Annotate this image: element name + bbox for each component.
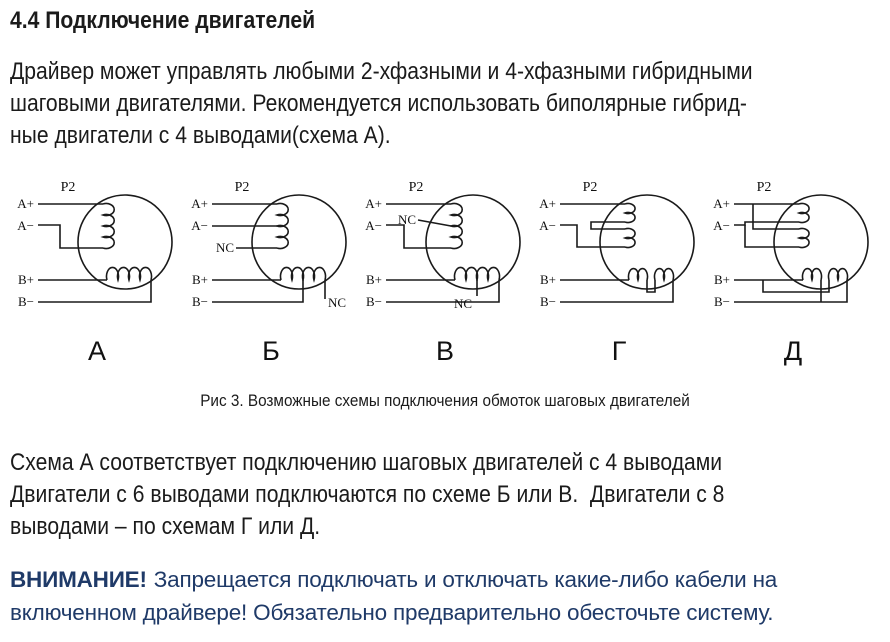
intro-paragraph (10, 56, 776, 152)
terminal-b-minus: B− (539, 294, 556, 309)
text-line: Схема А соответствует подключению шаговых двигателей с 4 выводами (10, 449, 723, 476)
warning-block (10, 563, 880, 629)
terminal-nc: NC (215, 240, 234, 255)
terminal-a-minus: A− (191, 218, 208, 233)
motor-body-circle (426, 195, 520, 289)
phase-b-winding-2 (655, 269, 674, 280)
phase-a-winding (103, 204, 114, 249)
terminal-a-plus: A+ (191, 196, 208, 211)
phase-a-winding-2 (625, 229, 635, 248)
terminal-b-minus: B− (713, 294, 730, 309)
wiring-diagram-b (186, 174, 356, 366)
phase-b-winding (281, 267, 326, 280)
connector-label: P2 (408, 180, 424, 195)
terminal-b-plus: B+ (365, 272, 382, 287)
phase-b-winding-1 (629, 269, 648, 280)
phase-a-winding (451, 204, 462, 249)
diagrams-row (10, 174, 880, 366)
terminal-a-minus: A− (17, 218, 34, 233)
motor-body-circle (78, 195, 172, 289)
connector-label: P2 (234, 180, 250, 195)
terminal-b-plus: B+ (539, 272, 556, 287)
wiring-diagram-a (12, 174, 182, 366)
wiring-diagram-g (534, 174, 704, 366)
wiring-diagram-d (708, 174, 878, 366)
phase-wires (38, 204, 151, 302)
terminal-a-minus: A− (539, 218, 556, 233)
terminal-a-plus: A+ (365, 196, 382, 211)
phase-wires (734, 204, 847, 302)
wiring-diagram-v-svg (360, 174, 530, 322)
terminal-b-plus: B+ (191, 272, 208, 287)
terminal-b-minus: B− (365, 294, 382, 309)
terminal-b-minus: B− (191, 294, 208, 309)
diagram-letter: В (435, 336, 454, 366)
terminal-b-minus: B− (17, 294, 34, 309)
terminal-a-minus: A− (365, 218, 382, 233)
text-line: ные двигатели с 4 выводами(схема А). (10, 122, 391, 149)
text-line: Двигатели с 6 выводами подключаются по схеме Б или В. Двигатели с 8 (10, 481, 725, 508)
warning-line: включенном драйвере! Обязательно предварительно обесточьте систему. (10, 600, 774, 625)
figure-wiring-schemes (10, 174, 880, 411)
wiring-diagram-b-svg (186, 174, 356, 322)
wiring-diagram-g-svg (534, 174, 704, 322)
phase-b-winding-2 (829, 269, 848, 280)
connector-label: P2 (756, 180, 772, 195)
terminal-a-plus: A+ (17, 196, 34, 211)
section-heading: 4.4 Подключение двигателей (10, 7, 316, 34)
text-line: шаговыми двигателями. Рекомендуется использовать биполярные гибрид- (10, 90, 747, 117)
terminal-b-plus: B+ (17, 272, 34, 287)
phase-b-winding (455, 267, 500, 280)
phase-b-winding-1 (803, 269, 822, 280)
phase-a-winding-1 (625, 204, 635, 223)
text-line: Драйвер может управлять любыми 2-хфазными и 4-хфазными гибридными (10, 58, 753, 85)
diagram-letter: А (87, 336, 106, 366)
schemes-paragraph (10, 447, 776, 543)
diagram-letter: Г (611, 336, 627, 366)
terminal-nc: NC (397, 212, 416, 227)
warning-text: Запрещается подключать и отключать какие-либо кабели на (153, 567, 778, 592)
phase-a-winding (277, 204, 288, 249)
terminal-a-minus: A− (713, 218, 730, 233)
wiring-diagram-d-svg (708, 174, 878, 322)
terminal-nc: NC (454, 296, 473, 311)
diagram-letter: Д (783, 336, 803, 366)
text-line: выводами – по схемам Г или Д. (10, 513, 321, 540)
motor-body-circle (252, 195, 346, 289)
connector-label: P2 (60, 180, 76, 195)
terminal-b-plus: B+ (713, 272, 730, 287)
wiring-diagram-a-svg (12, 174, 182, 322)
phase-wires (560, 204, 673, 302)
terminal-a-plus: A+ (539, 196, 556, 211)
connector-label: P2 (582, 180, 598, 195)
warning-line (10, 563, 880, 596)
phase-a-winding-1 (799, 204, 809, 223)
phase-a-winding-2 (799, 229, 809, 248)
phase-b-winding (107, 267, 152, 280)
terminal-a-plus: A+ (713, 196, 730, 211)
figure-caption: Рис 3. Возможные схемы подключения обмоток шаговых двигателей (200, 391, 690, 410)
diagram-letter: Б (262, 336, 280, 366)
warning-label: ВНИМАНИЕ! (10, 567, 147, 592)
wiring-diagram-v (360, 174, 530, 366)
terminal-nc: NC (328, 295, 347, 310)
